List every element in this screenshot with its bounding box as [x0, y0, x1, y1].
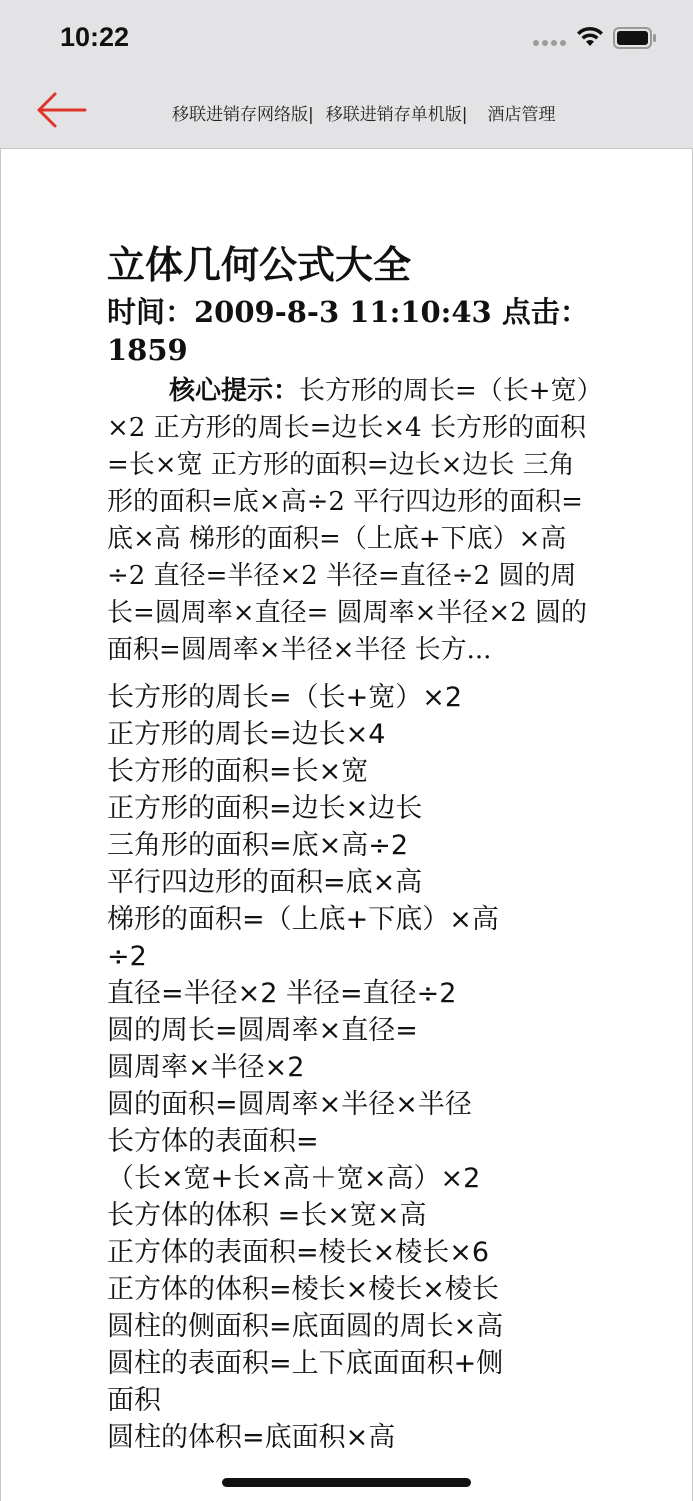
formula-line: 长方形的周长=（长+宽）×2 — [107, 682, 463, 713]
article-summary — [107, 373, 597, 669]
formula-line: 正方体的表面积=棱长×棱长×6 — [107, 1237, 490, 1268]
nav-link-network-edition[interactable]: 移联进销存网络版| — [172, 105, 314, 125]
formula-line: 圆柱的侧面积=底面圆的周长×高 — [107, 1311, 504, 1342]
formula-line: 圆的面积=圆周率×半径×半径 — [107, 1089, 472, 1120]
formula-line: 长方形的面积=长×宽 — [107, 756, 369, 787]
wifi-icon — [576, 26, 604, 48]
formula-line: 正方体的体积=棱长×棱长×棱长 — [107, 1274, 499, 1305]
formula-list — [107, 679, 597, 1456]
formula-line: 三角形的面积=底×高÷2 — [107, 830, 409, 861]
cellular-signal-icon — [533, 40, 566, 46]
formula-line: 正方形的周长=边长×4 — [107, 719, 386, 750]
article — [107, 239, 597, 1456]
formula-line: 圆柱的体积=底面积×高 — [107, 1422, 396, 1453]
formula-line: 圆的周长=圆周率×直径= — [107, 1015, 418, 1046]
nav-link-hotel-management[interactable]: 酒店管理 — [487, 105, 556, 125]
summary-label: 核心提示： — [169, 376, 300, 406]
article-meta: 时间：2009-8-3 11:10:43 点击：1859 — [107, 295, 589, 367]
formula-line: 梯形的面积=（上底+下底）×高 — [107, 904, 499, 935]
formula-line: 面积 — [107, 1385, 161, 1416]
formula-line: 圆周率×半径×2 — [107, 1052, 305, 1083]
formula-line: 平行四边形的面积=底×高 — [107, 867, 423, 898]
article-content — [0, 148, 693, 1501]
formula-line: 直径=半径×2 半径=直径÷2 — [107, 978, 457, 1009]
formula-line: 长方体的体积 =长×宽×高 — [107, 1200, 427, 1231]
formula-line: 长方体的表面积= — [107, 1126, 319, 1157]
nav-link-standalone-edition[interactable]: 移联进销存单机版| — [325, 105, 468, 125]
formula-line: （长×宽+长×高＋宽×高）×2 — [107, 1163, 481, 1194]
formula-line: ÷2 — [107, 941, 147, 972]
page-title: 立体几何公式大全 — [107, 243, 412, 287]
formula-line: 正方形的面积=边长×边长 — [107, 793, 423, 824]
summary-text: 长方形的周长=（长+宽）×2 正方形的周长=边长×4 长方形的面积=长×宽 正方形的面积=边长×边长 三角形的面积=底×高÷2 平行四边形的面积=底×高 梯形的面积=（上底+下底）×高÷2 直径=半径×2 半径=直径÷2 圆的周长=圆周率×直径= 圆周率×半径×2 圆的面积=圆周率×半径×半径 长方... — [107, 376, 590, 665]
formula-line: 圆柱的表面积=上下底面面积+侧 — [107, 1348, 504, 1379]
back-arrow-icon[interactable] — [35, 90, 87, 130]
status-time: 10:22 — [60, 22, 130, 52]
home-indicator[interactable] — [222, 1478, 471, 1487]
nav-links — [172, 100, 555, 125]
battery-icon — [613, 27, 657, 49]
status-bar — [0, 0, 693, 74]
